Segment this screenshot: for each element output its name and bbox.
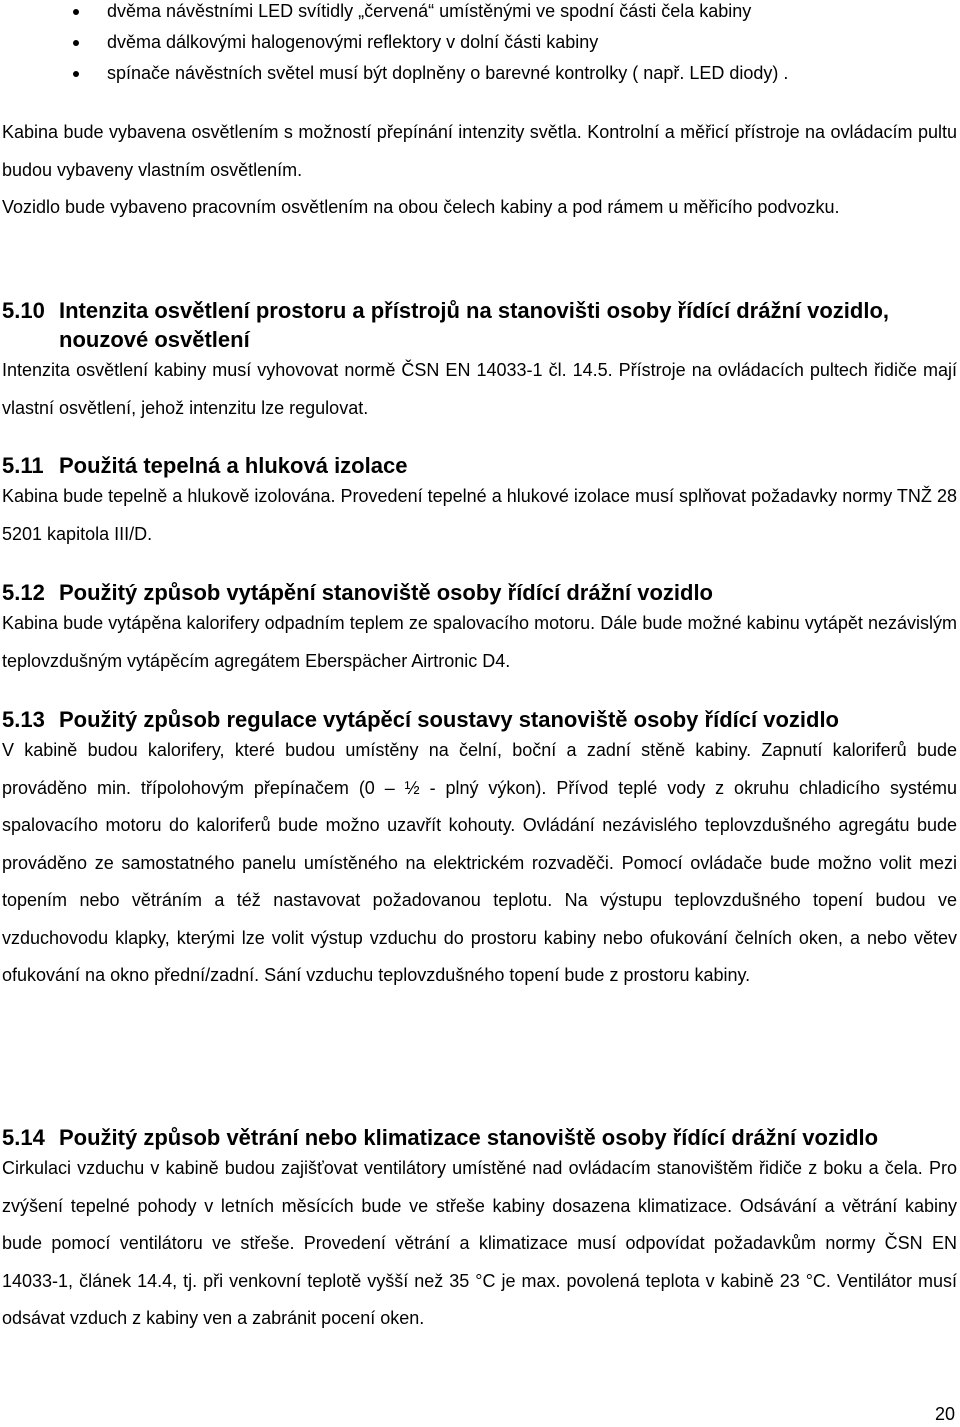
section-title: Použitý způsob větrání nebo klimatizace stanoviště osoby řídící drážní vozidlo — [59, 1125, 879, 1150]
section-body: Intenzita osvětlení kabiny musí vyhovovat normě ČSN EN 14033-1 čl. 14.5. Přístroje na ovládacích pultech řidiče mají vlastní osvětlení, jehož intenzitu lze regulovat. — [2, 360, 957, 418]
section-5-14 — [2, 1123, 957, 1338]
bullet-list — [0, 0, 960, 93]
list-item — [0, 0, 960, 31]
section-number: 5.14 — [2, 1125, 45, 1150]
paragraph: Kabina bude vybavena osvětlením s možností přepínání intenzity světla. Kontrolní a měřicí přístroje na ovládacím pultu budou vybaveny vlastním osvětlením. — [2, 122, 957, 180]
section-title: Použitý způsob regulace vytápěcí soustavy stanoviště osoby řídící vozidlo — [59, 707, 839, 732]
paragraph: Vozidlo bude vybaveno pracovním osvětlením na obou čelech kabiny a pod rámem u měřicího podvozku. — [2, 197, 840, 217]
section-body: V kabině budou kalorifery, které budou umístěny na čelní, boční a zadní stěně kabiny. Zapnutí kaloriferů bude prováděno min. třípolohovým přepínačem (0 – ½ - plný výkon). Přívod teplé vody z okruhu chladicího systému spalovacího motoru do kaloriferů bude možno uzavřít kohouty. Ovládání nezávislého teplovzdušného agregátu bude prováděno ze samostatného panelu umístěného na elektrickém rozvaděči. Pomocí ovládače bude možno volit mezi topením nebo větráním a též nastavovat požadovanou teplotu. Na výstupu teplovzdušného topení budou ve vzduchovodu klapky, kterými lze volit výstup vzduchu do prostoru kabiny nebo ofukování čelních oken, a nebo větev ofukování na okno přední/zadní. Sání vzduchu teplovzdušného topení bude z prostoru kabiny. — [2, 740, 957, 985]
section-heading — [2, 578, 957, 607]
section-heading — [2, 296, 957, 354]
list-item — [0, 62, 960, 93]
bullet-icon — [73, 9, 79, 15]
list-item — [0, 31, 960, 62]
section-number: 5.13 — [2, 707, 45, 732]
section-heading — [2, 705, 957, 734]
section-heading — [2, 451, 957, 480]
page-number: 20 — [934, 1404, 955, 1424]
section-title: Použitá tepelná a hluková izolace — [59, 453, 408, 478]
section-number: 5.11 — [2, 453, 44, 478]
list-item-text: spínače návěstních světel musí být doplněny o barevné kontrolky ( např. LED diody) . — [107, 63, 789, 83]
section-5-10 — [2, 296, 957, 427]
list-item-text: dvěma návěstními LED svítidly „červená“ umístěnými ve spodní části čela kabiny — [107, 1, 752, 21]
section-body: Kabina bude tepelně a hlukově izolována. Provedení tepelné a hlukové izolace musí splňovat požadavky normy TNŽ 28 5201 kapitola III/D. — [2, 486, 957, 544]
section-5-11 — [2, 451, 957, 553]
list-item-text: dvěma dálkovými halogenovými reflektory v dolní části kabiny — [107, 32, 599, 52]
bullet-icon — [73, 71, 79, 77]
section-body: Kabina bude vytápěna kalorifery odpadním teplem ze spalovacího motoru. Dále bude možné kabinu vytápět nezávislým teplovzdušným vytápěcím agregátem Eberspächer Airtronic D4. — [2, 613, 957, 671]
section-5-12 — [2, 578, 957, 680]
section-title: Použitý způsob vytápění stanoviště osoby řídící drážní vozidlo — [59, 580, 713, 605]
section-heading — [2, 1123, 957, 1152]
section-5-13 — [2, 705, 957, 995]
section-body: Cirkulaci vzduchu v kabině budou zajišťovat ventilátory umístěné nad ovládacím stanovištěm řidiče z boku a čela. Pro zvýšení tepelné pohody v letních měsících bude ve střeše kabiny dosazena klimatizace. Odsávání a větrání kabiny bude pomocí ventilátoru ve střeše. Provedení větrání a klimatizace musí odpovídat požadavkům normy ČSN EN 14033-1, článek 14.4, tj. při venkovní teplotě vyšší než 35 °C je max. povolená teplota v kabině 23 °C. Ventilátor musí odsávat vzduch z kabiny ven a zabránit pocení oken. — [2, 1158, 957, 1328]
section-number: 5.12 — [2, 580, 45, 605]
section-number: 5.10 — [2, 298, 45, 323]
section-title: Intenzita osvětlení prostoru a přístrojů na stanovišti osoby řídící drážní vozidlo, nouzové osvětlení — [59, 298, 890, 352]
intro-block — [2, 114, 957, 227]
bullet-icon — [73, 40, 79, 46]
